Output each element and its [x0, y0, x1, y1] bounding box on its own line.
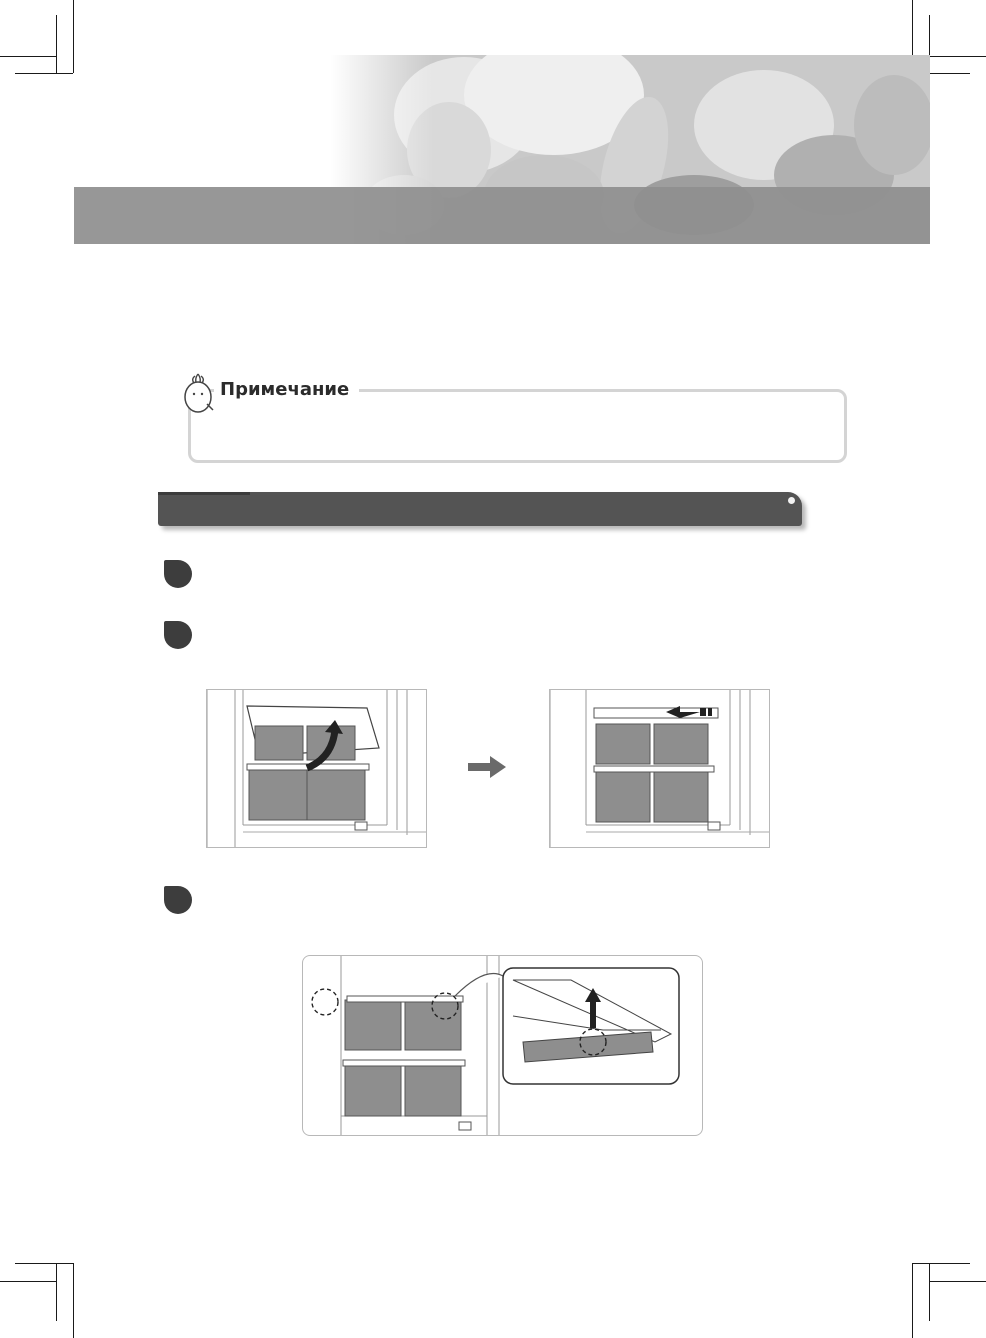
crop-mark — [15, 73, 73, 74]
step-marker-icon — [164, 621, 192, 649]
crop-mark — [15, 1263, 73, 1264]
crop-mark — [0, 1281, 56, 1282]
crop-mark — [912, 1263, 970, 1264]
title-band — [74, 187, 930, 244]
crop-mark — [56, 15, 57, 73]
crop-mark — [56, 1263, 57, 1321]
illustration-lid-slide — [549, 689, 770, 848]
crop-mark — [930, 1281, 986, 1282]
crop-mark — [930, 56, 986, 57]
section-header-dot — [788, 497, 795, 504]
crop-mark — [929, 1263, 930, 1321]
note-label: Примечание — [214, 379, 359, 400]
crop-mark — [0, 56, 56, 57]
next-arrow-icon — [468, 756, 506, 778]
illustration-drawer-lift — [206, 689, 427, 848]
step-marker-icon — [164, 560, 192, 588]
crop-mark — [912, 1263, 913, 1338]
illustration-lid-release — [302, 955, 703, 1136]
crop-mark — [73, 1263, 74, 1338]
section-header-bar — [158, 492, 802, 526]
note-box — [188, 389, 847, 463]
section-header-tab — [158, 492, 250, 495]
note-mascot-icon — [178, 370, 218, 416]
step-marker-icon — [164, 886, 192, 914]
